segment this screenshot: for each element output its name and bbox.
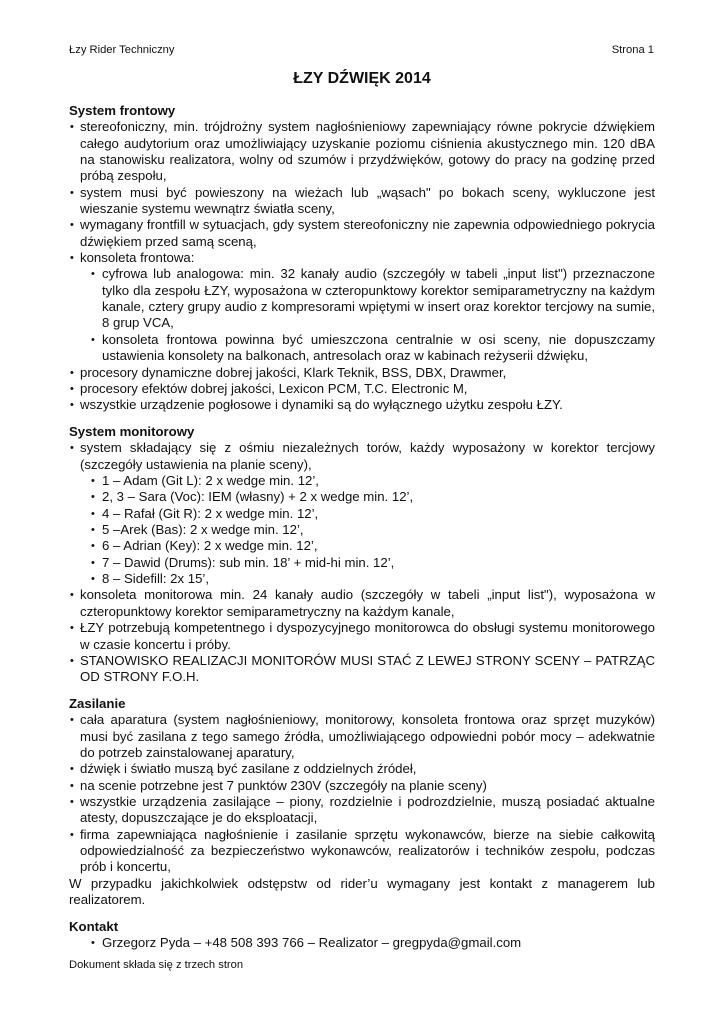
- bullet-icon: •: [70, 779, 74, 792]
- contact-note: W przypadku jakichkolwiek odstępstw od rider’u wymagany jest kontakt z managerem lub realizatorem.: [69, 875, 655, 908]
- list-item: • procesory dynamiczne dobrej jakości, Klark Teknik, BSS, DBX, Drawmer,: [70, 364, 507, 380]
- list-item: • na scenie potrzebne jest 7 punktów 230V (szczegóły na planie sceny): [70, 777, 487, 793]
- list-item: • ŁZY potrzebują kompetentnego i dyspozycyjnego monitorowca do obsługi systemu monitorowego w czasie koncertu i próby.: [70, 620, 655, 652]
- bullet-icon: •: [91, 556, 95, 569]
- page-title: ŁZY DŹWIĘK 2014: [293, 70, 431, 87]
- bullet-icon: •: [91, 268, 95, 281]
- document-footer: Dokument składa się z trzech stron: [69, 959, 244, 971]
- monitor-mix-item: • 1 – Adam (Git L): 2 x wedge min. 12’,: [91, 473, 319, 489]
- monitor-mix-item: • 6 – Adrian (Key): 2 x wedge min. 12’,: [91, 538, 318, 554]
- bullet-icon: •: [70, 763, 74, 776]
- list-item: • wszystkie urządzenie pogłosowe i dynamiki są do wyłącznego użytku zespołu ŁZY.: [70, 397, 563, 413]
- contact-person: • Grzegorz Pyda – +48 508 393 766 – Realizator – gregpyda@gmail.com: [91, 935, 522, 951]
- document-header-title: Łzy Rider Techniczny: [69, 44, 175, 56]
- list-item: • cała aparatura (system nagłośnieniowy, monitorowy, konsoleta frontowa oraz sprzęt muzyków) musi być zasilana z tego samego źródła, umożliwiającego odpowiedni pobór mocy – adekwatnie do potrzeb zainstalowanej aparatury,: [70, 712, 655, 761]
- bullet-icon: •: [70, 589, 74, 602]
- list-item: • STANOWISKO REALIZACJI MONITORÓW MUSI STAĆ Z LEWEJ STRONY SCENY – PATRZĄC OD STRONY F.O.H.: [70, 652, 655, 685]
- bullet-icon: •: [70, 252, 74, 265]
- list-item: • firma zapewniająca nagłośnienie i zasilanie sprzętu wykonawców, bierze na siebie całkowitą odpowiedzialność za bezpieczeństwo wykonawców, realizatorów i techników zespołu, podczas prób i koncertu,: [70, 826, 655, 875]
- monitor-mix-item: • 7 – Dawid (Drums): sub min. 18’ + mid-hi min. 12’,: [91, 554, 395, 570]
- bullet-icon: •: [70, 442, 74, 455]
- monitor-mix-item: • 2, 3 – Sara (Voc): IEM (własny) + 2 x wedge min. 12’,: [91, 489, 414, 505]
- document-body: [69, 103, 655, 952]
- monitor-mix-item: • 5 –Arek (Bas): 2 x wedge min. 12’,: [91, 522, 304, 538]
- list-item: • konsoleta frontowa:: [70, 250, 195, 266]
- list-item: • dźwięk i światło muszą być zasilane z oddzielnych źródeł,: [70, 761, 417, 777]
- list-item: • stereofoniczny, min. trójdrożny system nagłośnieniowy zapewniający równe pokrycie dźwiękiem całego audytorium oraz umożliwiający uzyskanie poziomu ciśnienia akustycznego min. 120 dBA na stanowisku realizatora, wolny od szumów i przydźwięków, gotowy do pracy na godzinę przed próbą zespołu,: [70, 119, 655, 184]
- list-item: • wszystkie urządzenia zasilające – piony, rozdzielnie i podrozdzielnie, muszą posiadać aktualne atesty, dopuszczające je do eksploatacji,: [70, 794, 655, 826]
- sub-list-item: • cyfrowa lub analogowa: min. 32 kanały audio (szczegóły w tabeli „input list") przeznaczone tylko dla zespołu ŁZY, wyposażona w czteropunktowy korektor semiparametryczny na każdym kanale, cztery grupy audio z kompresorami wpiętymi w insert oraz korektor tercjowy na sumie, 8 grup VCA,: [91, 266, 655, 331]
- section-title-contact: Kontakt: [69, 919, 119, 934]
- bullet-icon: •: [91, 524, 95, 537]
- bullet-icon: •: [91, 333, 95, 346]
- sub-list-item: • konsoleta frontowa powinna być umieszczona centralnie w osi sceny, nie dopuszczamy ustawienia konsolety na balkonach, antresolach oraz w kabinach reżyserii dźwięku,: [91, 331, 655, 364]
- bullet-icon: •: [91, 937, 95, 950]
- section-title-front: System frontowy: [69, 103, 176, 118]
- bullet-icon: •: [70, 121, 74, 134]
- list-item: • system składający się z ośmiu niezależnych torów, każdy wyposażony w korektor tercjowy (szczegóły ustawienia na planie sceny),: [70, 440, 655, 472]
- bullet-icon: •: [91, 475, 95, 488]
- list-item: • procesory efektów dobrej jakości, Lexicon PCM, T.C. Electronic M,: [70, 380, 468, 396]
- monitor-mix-item: • 4 – Rafał (Git R): 2 x wedge min. 12’,: [91, 505, 319, 521]
- list-item: • konsoleta monitorowa min. 24 kanały audio (szczegóły w tabeli „input list"), wyposażona w czteropunktowy korektor semiparametryczny na każdym kanale,: [70, 587, 655, 619]
- bullet-icon: •: [70, 219, 74, 232]
- bullet-icon: •: [70, 382, 74, 395]
- section-title-power: Zasilanie: [69, 696, 126, 712]
- bullet-icon: •: [70, 714, 74, 727]
- bullet-icon: •: [91, 491, 95, 504]
- section-title-monitor: System monitorowy: [69, 424, 195, 440]
- bullet-icon: •: [70, 654, 74, 667]
- bullet-icon: •: [70, 186, 74, 199]
- page-number: Strona 1: [611, 44, 654, 56]
- monitor-mix-item: • 8 – Sidefill: 2x 15’,: [91, 571, 210, 587]
- bullet-icon: •: [70, 622, 74, 635]
- bullet-icon: •: [70, 366, 74, 379]
- list-item: • wymagany frontfill w sytuacjach, gdy system stereofoniczny nie zapewnia odpowiedniego pokrycia dźwiękiem przed samą sceną,: [70, 217, 655, 249]
- bullet-icon: •: [91, 540, 95, 553]
- bullet-icon: •: [70, 399, 74, 412]
- list-item: • system musi być powieszony na wieżach lub „wąsach" po bokach sceny, wykluczone jest wieszanie systemu wewnątrz światła sceny,: [70, 184, 655, 217]
- bullet-icon: •: [91, 573, 95, 586]
- bullet-icon: •: [91, 507, 95, 520]
- bullet-icon: •: [70, 796, 74, 809]
- bullet-icon: •: [70, 828, 74, 841]
